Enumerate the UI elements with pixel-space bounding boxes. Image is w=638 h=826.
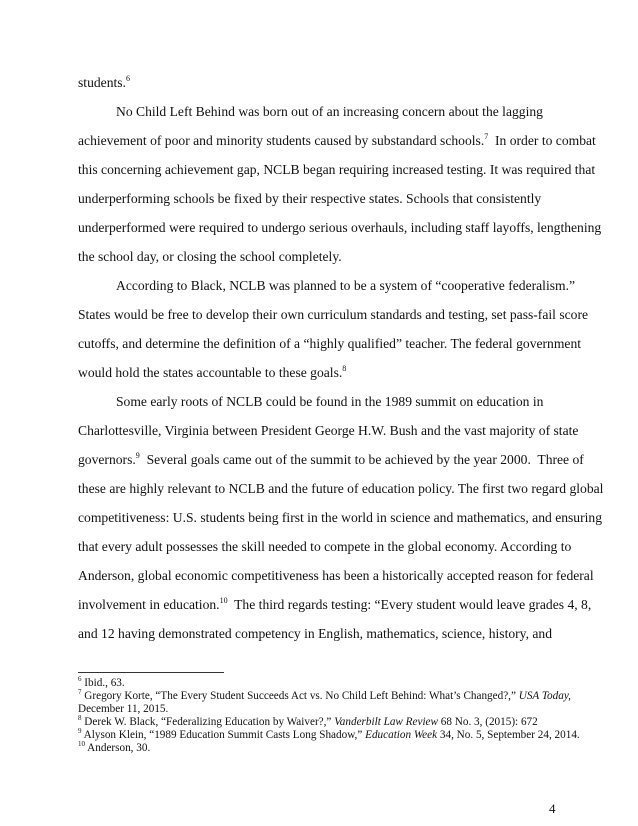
body-line: students.$^6$	[78, 74, 130, 90]
footnote-ref[interactable]: 10	[219, 596, 228, 605]
body-line: Some early roots of NCLB could be found in the 1989 summit on education in	[116, 394, 544, 409]
body-line: No Child Left Behind was born out of an increasing concern about the lagging	[116, 104, 543, 119]
body-line: these are highly relevant to NCLB and the future of education policy. The first two regard global	[78, 481, 604, 496]
footnote-ref[interactable]: 9	[135, 451, 140, 460]
footnote: $^9$ Alyson Klein, “1989 Education Summit Casts Long Shadow,” Education Week 34, No. 5, September 24, 2014.	[78, 727, 580, 741]
body-line: and 12 having demonstrated competency in English, mathematics, science, history, and	[78, 626, 553, 641]
body-line: competitiveness: U.S. students being first in the world in science and mathematics, and ensuring	[78, 510, 603, 525]
page-number: 4	[549, 801, 556, 816]
body-line: According to Black, NCLB was planned to be a system of “cooperative federalism.”	[116, 278, 576, 293]
footnote: $^8$ Derek W. Black, “Federalizing Education by Waiver?,” Vanderbilt Law Review 68 No. 3, (2015): 672	[78, 714, 538, 728]
footnote-separator	[78, 672, 224, 673]
body-line: underperforming schools be fixed by their respective states. Schools that consistently	[78, 191, 542, 206]
body-line: would hold the states accountable to these goals.$^8$	[78, 364, 347, 380]
footnote: $^{10}$ Anderson, 30.	[78, 740, 151, 754]
footnote-ref[interactable]: 6	[125, 74, 130, 83]
footnote: $^7$ Gregory Korte, “The Every Student Succeeds Act vs. No Child Left Behind: What’s Changed?,” USA Today,	[78, 688, 571, 702]
footnote: $^6$ Ibid., 63.	[78, 675, 125, 689]
body-line: this concerning achievement gap, NCLB began requiring increased testing. It was required that	[78, 162, 596, 177]
body-line: underperformed were required to undergo serious overhauls, including staff layoffs, lengthening	[78, 220, 602, 235]
body-line: that every adult possesses the skill needed to compete in the global economy. According to	[78, 539, 572, 554]
body-line: Charlottesville, Virginia between President George H.W. Bush and the vast majority of state	[78, 423, 579, 438]
body-line: the school day, or closing the school completely.	[78, 249, 342, 264]
footnote-ref[interactable]: 8	[342, 364, 347, 373]
body-line: Anderson, global economic competitiveness has been a historically accepted reason for federal	[78, 568, 594, 583]
body-line: States would be free to develop their own curriculum standards and testing, set pass-fail score	[78, 307, 588, 322]
footnote-continuation: December 11, 2015.	[78, 703, 169, 715]
footnote-ref[interactable]: 7	[484, 132, 489, 141]
body-line: cutoffs, and determine the definition of a “highly qualified” teacher. The federal government	[78, 336, 582, 351]
body-line: achievement of poor and minority students caused by substandard schools.$^7$ In order to combat	[78, 132, 596, 148]
body-line: involvement in education.$^{10}$ The third regards testing: “Every student would leave grades 4, 8,	[78, 596, 592, 612]
body-line: governors.$^9$ Several goals came out of the summit to be achieved by the year 2000. Three of	[78, 451, 584, 467]
